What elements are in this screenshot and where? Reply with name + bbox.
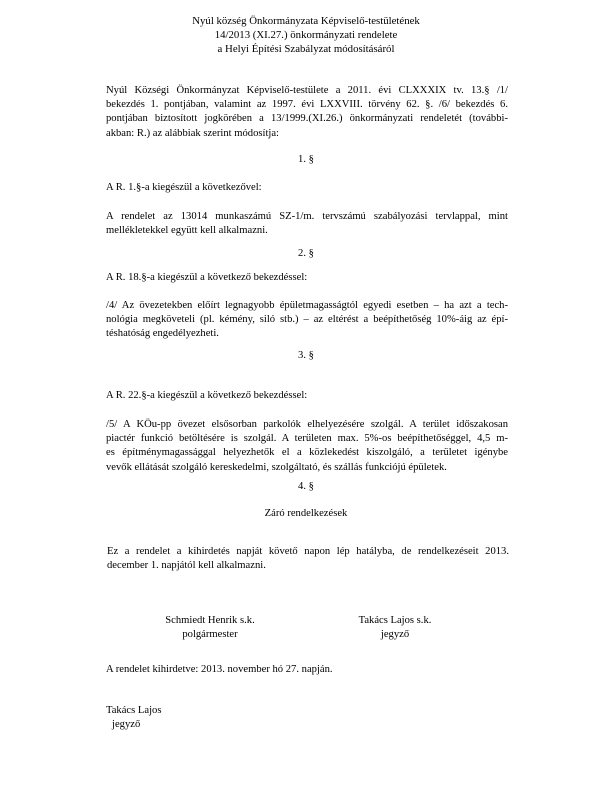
signature-title: polgármester bbox=[182, 629, 238, 640]
section-2-heading: 2. § bbox=[298, 248, 314, 259]
section-4-heading: 4. § bbox=[298, 481, 314, 492]
signature-mayor bbox=[150, 614, 270, 642]
section-4-text bbox=[107, 545, 509, 573]
section-line: mellékletekkel együtt kell alkalmazni. bbox=[106, 225, 268, 237]
section-line: nológia megköveteli (pl. kémény, siló stb.) – az eltérést a beépíthetőség 10%-áig az épí- bbox=[106, 314, 508, 326]
preamble-line: bekezdés 1. pontjában, valamint az 1997. évi LXXVIII. törvény 62. §. /6/ bekezdés 6. bbox=[106, 99, 508, 111]
signature-notary bbox=[345, 614, 445, 642]
section-line: Ez a rendelet a kihirdetés napját követő napon lép hatályba, de rendelkezéseit 2013. bbox=[107, 546, 509, 557]
preamble-paragraph bbox=[106, 84, 508, 141]
preamble-line: akban: R.) az alábbiak szerint módosítja: bbox=[106, 127, 279, 139]
section-1-text bbox=[106, 210, 508, 238]
section-line: piactér funkció betöltésére is szolgál. A területen max. 5%-os beépíthetőséggel, 4,5 m- bbox=[106, 433, 508, 445]
footer-signature-title: jegyző bbox=[112, 719, 141, 730]
signature-name: Schmiedt Henrik s.k. bbox=[165, 615, 255, 626]
section-line: december 1. napjától kell alkalmazni. bbox=[107, 560, 266, 572]
section-3-heading: 3. § bbox=[298, 350, 314, 361]
footer-signature-name: Takács Lajos bbox=[106, 705, 162, 716]
footer-signature bbox=[106, 704, 161, 732]
section-line: téshatóság engedélyezheti. bbox=[106, 328, 219, 340]
document-title bbox=[0, 14, 612, 56]
section-3-text bbox=[106, 418, 508, 475]
title-line-3: a Helyi Építési Szabályzat módosításáról bbox=[217, 43, 395, 55]
preamble-line: Nyúl Községi Önkormányzat Képviselő-testülete a 2011. évi CLXXXIX tv. 13.§ /1/ bbox=[106, 85, 508, 96]
section-1-intro: A R. 1.§-a kiegészül a következővel: bbox=[106, 182, 262, 193]
section-2-intro: A R. 18.§-a kiegészül a következő bekezdéssel: bbox=[106, 272, 308, 283]
section-line: /5/ A KÖu-pp övezet elsősorban parkolók elhelyezésére szolgál. A terület időszakosan bbox=[106, 419, 508, 430]
preamble-line: pontjában biztosított jogkörében a 13/1999.(XI.26.) önkormányzati rendeletét (további- bbox=[106, 113, 508, 125]
section-line: /4/ Az övezetekben előírt legnagyobb épületmagasságtól egyedi esetben – ha azt a tech- bbox=[106, 300, 508, 311]
title-line-2: 14/2013 (XI.27.) önkormányzati rendelete bbox=[214, 29, 398, 41]
signature-title: jegyző bbox=[380, 629, 410, 640]
section-4-subtitle: Záró rendelkezések bbox=[264, 508, 348, 519]
promulgation-text: A rendelet kihirdetve: 2013. november hó 27. napján. bbox=[106, 664, 333, 675]
section-2-text bbox=[106, 299, 508, 342]
title-line-1: Nyúl község Önkormányzata Képviselő-testületének bbox=[192, 15, 420, 27]
section-3-intro: A R. 22.§-a kiegészül a következő bekezdéssel: bbox=[106, 390, 308, 401]
section-1-heading: 1. § bbox=[298, 154, 314, 165]
section-line: es építménymagassággal helyezhetők el a közlekedést kiszolgáló, a területet igénybe bbox=[106, 447, 508, 459]
signature-name: Takács Lajos s.k. bbox=[358, 615, 432, 626]
section-line: vevők ellátását szolgáló kereskedelmi, szolgáltató, és szállás funkciójú épületek. bbox=[106, 461, 447, 473]
section-line: A rendelet az 13014 munkaszámú SZ-1/m. tervszámú szabályozási tervlappal, mint bbox=[106, 211, 508, 222]
